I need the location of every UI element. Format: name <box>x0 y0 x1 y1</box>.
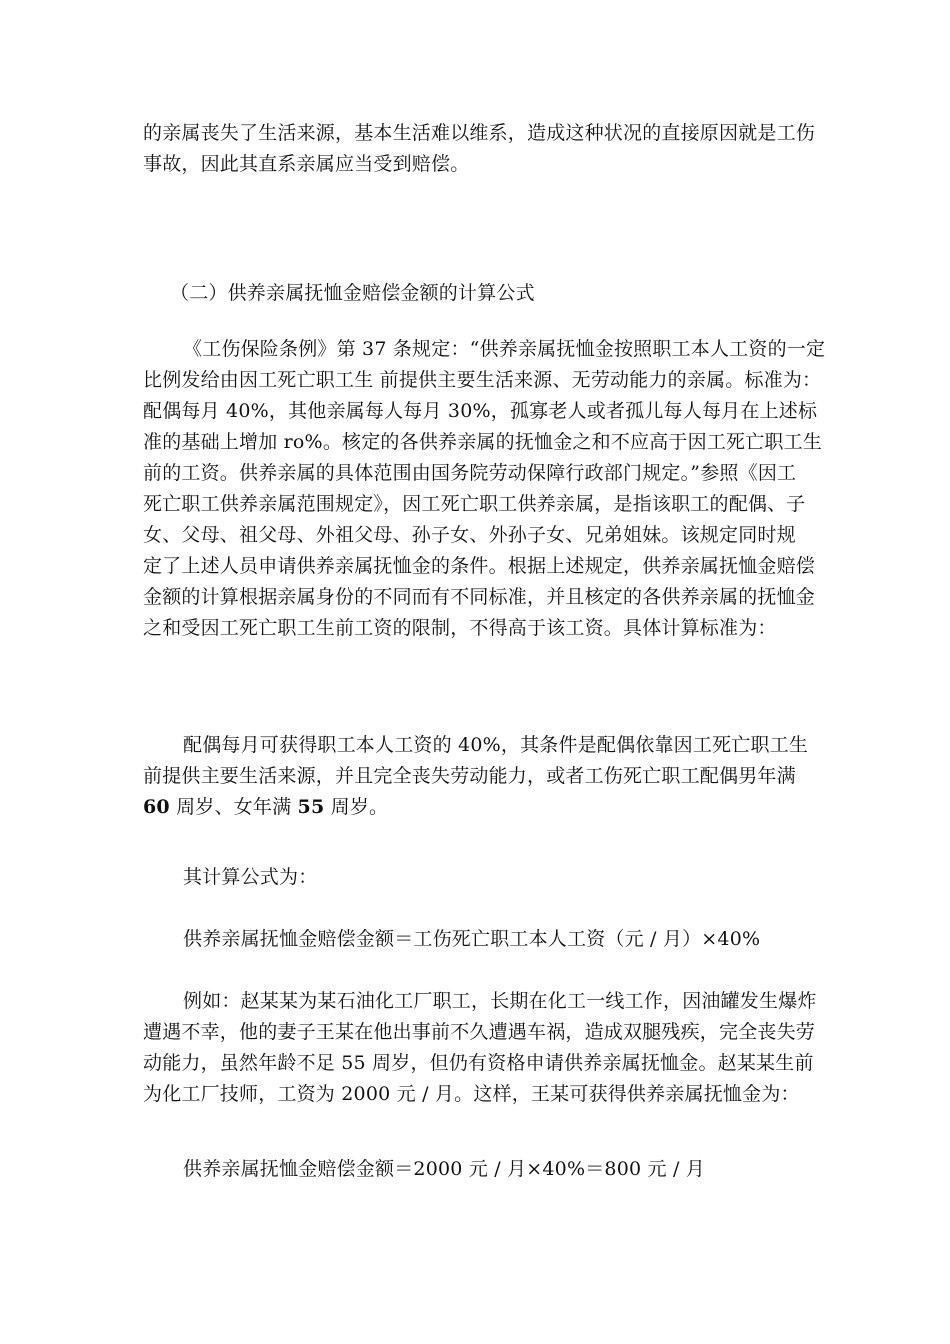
paragraph-continuation <box>143 118 816 180</box>
section-heading-text: （二）供养亲属抚恤金赔偿金额的计算公式 <box>170 282 535 304</box>
paragraph-example-result <box>143 1154 813 1185</box>
text-line: 死亡职工供养亲属范围规定》，因工死亡职工供养亲属，是指该职工的配偶、子 <box>143 493 806 515</box>
paragraph-regulation <box>143 334 826 644</box>
text-line: 动能力，虽然年龄不足 55 周岁，但仍有资格申请供养亲属抚恤金。赵某某生前 <box>143 1052 814 1074</box>
text-line: 为化工厂技师，工资为 2000 元 / 月。这样，王某可获得供养亲属抚恤金为： <box>143 1083 800 1105</box>
age-male: 60 <box>143 796 170 818</box>
text-line: 其计算公式为： <box>183 866 318 888</box>
formula-text: 供养亲属抚恤金赔偿金额＝工伤死亡职工本人工资（元 / 月）×40% <box>183 928 761 950</box>
section-heading <box>170 278 840 309</box>
text-fragment: 周岁、女年满 <box>169 796 298 818</box>
text-line: 前提供主要生活来源，并且完全丧失劳动能力，或者工伤死亡职工配偶男年满 <box>143 765 796 787</box>
text-line: 遭遇不幸，他的妻子王某在他出事前不久遭遇车祸，造成双腿残疾，完全丧失劳 <box>143 1021 816 1043</box>
text-line: 《工伤保险条例》第 37 条规定：“供养亲属抚恤金按照职工本人工资的一定 <box>183 338 826 360</box>
text-line: 准的基础上增加 ro%。核定的各供养亲属的抚恤金之和不应高于因工死亡职工生 <box>143 431 823 453</box>
text-line: 女、父母、祖父母、外祖父母、孙子女、外孙子女、兄弟姐妹。该规定同时规 <box>143 524 796 546</box>
text-line: 前的工资。供养亲属的具体范围由国务院劳动保障行政部门规定。”参照《因工 <box>143 462 797 484</box>
paragraph-formula-intro <box>143 862 813 893</box>
paragraph-spouse-condition <box>143 730 813 823</box>
text-line: 的亲属丧失了生活来源，基本生活难以维系，造成这种状况的直接原因就是工伤 <box>143 122 816 144</box>
formula-text: 供养亲属抚恤金赔偿金额＝2000 元 / 月×40%＝800 元 / 月 <box>183 1158 706 1180</box>
text-line: 配偶每月可获得职工本人工资的 40%，其条件是配偶依靠因工死亡职工生 <box>183 734 809 756</box>
paragraph-formula <box>143 924 813 955</box>
paragraph-example <box>143 986 817 1110</box>
text-line: 例如：赵某某为某石油化工厂职工，长期在化工一线工作，因油罐发生爆炸 <box>183 990 817 1012</box>
text-line: 定了上述人员申请供养亲属抚恤金的条件。根据上述规定，供养亲属抚恤金赔偿 <box>143 555 816 577</box>
text-line: 配偶每月 40%，其他亲属每人每月 30%，孤寡老人或者孤儿每人每月在上述标 <box>143 400 818 422</box>
text-line <box>143 792 813 823</box>
text-line: 比例发给由因工死亡职工生 前提供主要生活来源、无劳动能力的亲属。标准为： <box>143 369 822 391</box>
text-line: 事故，因此其直系亲属应当受到赔偿。 <box>143 153 470 175</box>
text-line: 之和受因工死亡职工生前工资的限制，不得高于该工资。具体计算标准为： <box>143 617 777 639</box>
text-line: 金额的计算根据亲属身份的不同而有不同标准，并且核定的各供养亲属的抚恤金 <box>143 586 816 608</box>
age-female: 55 <box>297 796 325 818</box>
text-fragment: 周岁。 <box>324 796 389 818</box>
